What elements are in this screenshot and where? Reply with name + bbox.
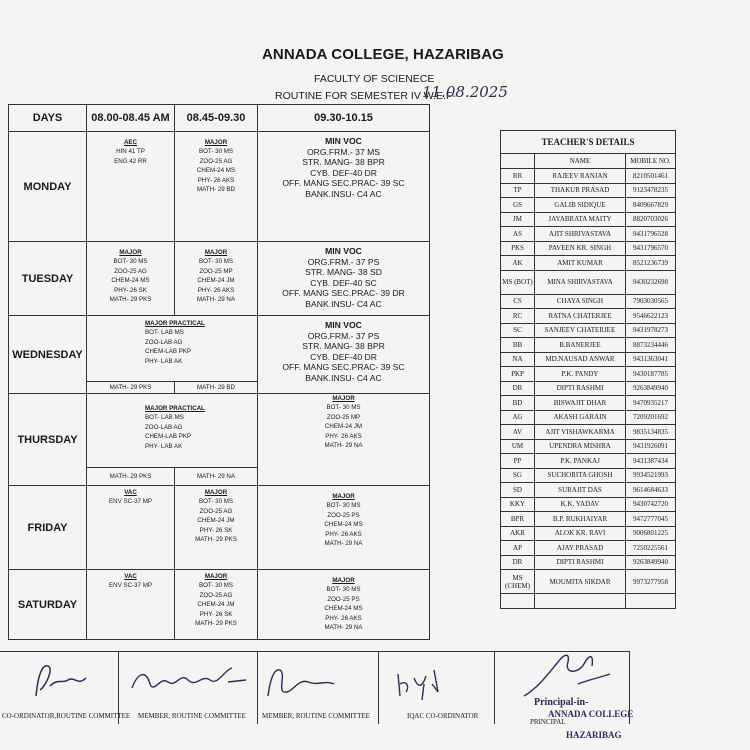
cell-heading: MAJOR: [204, 139, 228, 146]
teacher-row: [501, 512, 676, 527]
cell-heading: MAJOR: [204, 573, 228, 580]
cell-wed-3: [258, 316, 430, 394]
row-thursday: [9, 394, 430, 468]
teacher-mobile: 9263849940: [626, 555, 676, 570]
teacher-mobile: 9472777045: [626, 512, 676, 527]
teacher-code: RR: [501, 169, 535, 184]
teacher-name: UPENDRA MISHRA: [535, 439, 626, 454]
cell-thu-practical: [87, 394, 258, 468]
teacher-code: AG: [501, 410, 535, 425]
teacher-name: MD.NAUSAD ANWAR: [535, 352, 626, 367]
signature-iqac: [392, 664, 452, 704]
teacher-mobile: 9431796570: [626, 241, 676, 256]
cell-line: BANK.INSU- C4 AC: [305, 298, 382, 309]
teacher-name: AMIT KUMAR: [535, 256, 626, 271]
teacher-name: AJAY PRASAD: [535, 541, 626, 556]
teacher-details-table: [500, 130, 676, 609]
cell-mon-2: [175, 132, 258, 242]
cell-line: ORG.FRM.- 37 PS: [307, 330, 380, 341]
cell-line: BOT- LAB MS: [145, 329, 184, 337]
signature-label-iqac: IQAC CO-ORDINATOR: [407, 712, 479, 720]
teacher-name: SURAJIT DAS: [535, 483, 626, 498]
teacher-row: [501, 294, 676, 309]
cell-tue-1: [87, 242, 175, 316]
cell-line: ZOO-25 MP: [326, 413, 361, 421]
cell-heading: MAJOR: [332, 395, 355, 402]
cell-line: CHEM-24 MS: [111, 277, 150, 285]
teacher-name: RAJEEV RANJAN: [535, 169, 626, 184]
teacher-code: AV: [501, 425, 535, 440]
teacher-code: AKR: [501, 526, 535, 541]
teacher-name: JAYABRATA MAITY: [535, 212, 626, 227]
teacher-name: B.P. RUKHAIYAR: [535, 512, 626, 527]
cell-line: ZOO-25 AG: [199, 507, 233, 515]
cell-heading: AEC: [123, 139, 138, 146]
cell-line: CHEM-24 MS: [324, 605, 363, 613]
teacher-code: JM: [501, 212, 535, 227]
teacher-row: [501, 270, 676, 294]
teacher-code: BB: [501, 338, 535, 353]
teacher-name: RATNA CHATERJEE: [535, 309, 626, 324]
teacher-name: ALOK KR. RAVI: [535, 526, 626, 541]
teacher-row: [501, 169, 676, 184]
cell-line: STR. MANG- 38 SD: [305, 267, 382, 278]
signature-label-principal: PRINCIPAL: [530, 718, 566, 726]
teacher-code: KKY: [501, 497, 535, 512]
cell-line: BANK.INSU- C4 AC: [305, 188, 382, 199]
cell-heading: MAJOR: [204, 249, 228, 256]
teacher-row: [501, 212, 676, 227]
cell-line: ZOO-25 AG: [114, 267, 147, 275]
teacher-code: AK: [501, 256, 535, 271]
empty-cell: [501, 594, 535, 609]
cell-line: CHEM-24 JM: [197, 517, 235, 525]
cell-thu-3: [258, 394, 430, 486]
cell-heading: MIN VOC: [325, 246, 362, 256]
day-wednesday: WEDNESDAY: [9, 316, 87, 394]
cell-line: PHY- LAB AK: [145, 357, 183, 365]
cell-line: CHEM-24 JM: [197, 601, 235, 609]
row-saturday: [9, 570, 430, 640]
teacher-name: CHAYA SINGH: [535, 294, 626, 309]
cell-line: BOT- LAB MS: [145, 414, 184, 422]
teacher-mobile: 9431926091: [626, 439, 676, 454]
teacher-mobile: 8820703026: [626, 212, 676, 227]
row-wednesday: [9, 316, 430, 382]
cell-thu-math-1: MATH- 29 PKS: [87, 468, 175, 486]
cell-line: BOT- 30 MS: [198, 582, 234, 590]
teacher-mobile: 9123478235: [626, 183, 676, 198]
day-friday: FRIDAY: [9, 486, 87, 570]
cell-line: BOT- 30 MS: [326, 586, 361, 594]
teacher-code: GS: [501, 198, 535, 213]
teacher-name: MINA SHIRVASTAVA: [535, 270, 626, 294]
cell-line: OFF. MANG SEC.PRAC- 39 DR: [282, 288, 405, 299]
teacher-code: CS: [501, 294, 535, 309]
cell-line: CHEM-24 MS: [324, 521, 363, 529]
cell-line: BOT- 30 MS: [113, 258, 148, 266]
cell-line: PHY- 26 AKS: [197, 286, 235, 294]
cell-line: CYB. DEF-40 SC: [310, 277, 377, 288]
teacher-mobile: 9431978273: [626, 323, 676, 338]
name-header: NAME: [535, 154, 626, 169]
teacher-mobile: 9006801225: [626, 526, 676, 541]
cell-line: BANK.INSU- C4 AC: [305, 372, 382, 383]
cell-wed-practical: [87, 316, 258, 382]
teacher-mobile: 9431363041: [626, 352, 676, 367]
mobile-header: MOBILE NO.: [626, 154, 676, 169]
signature-label-coordinator: CO-ORDINATOR,ROUTINE COMMITTEE: [2, 712, 131, 720]
cell-heading: MAJOR: [332, 577, 355, 584]
signature-divider: [494, 651, 495, 724]
cell-line: MATH- 29 PKS: [109, 296, 152, 304]
effective-date: 11.08.2025: [422, 83, 508, 101]
cell-line: ZOO-25 MP: [199, 267, 233, 275]
cell-line: CYB. DEF-40 DR: [310, 167, 377, 178]
cell-tue-3: [258, 242, 430, 316]
teacher-row: [501, 526, 676, 541]
teacher-mobile: 8521236739: [626, 256, 676, 271]
cell-line: ZOO-25 PS: [327, 511, 360, 519]
teacher-row: [501, 410, 676, 425]
teacher-row: [501, 227, 676, 242]
teacher-mobile: 9430232698: [626, 270, 676, 294]
cell-line: PHY- 26 SK: [199, 610, 233, 618]
teacher-row: [501, 241, 676, 256]
teacher-code: UM: [501, 439, 535, 454]
cell-line: PHY- 26 AKS: [325, 530, 362, 538]
cell-heading: MAJOR: [119, 249, 142, 256]
teacher-row: [501, 256, 676, 271]
teacher-mobile: 7250225561: [626, 541, 676, 556]
teacher-code: DR: [501, 555, 535, 570]
cell-line: BOT- 30 MS: [198, 258, 234, 266]
faculty-label: FACULTY OF SCIENECE: [314, 73, 435, 85]
teacher-mobile: 8873234446: [626, 338, 676, 353]
teacher-name: B.BANERJEE: [535, 338, 626, 353]
col-slot-1: 08.00-08.45 AM: [87, 105, 175, 132]
cell-line: CHEM-24 JM: [324, 423, 363, 431]
teacher-row: [501, 483, 676, 498]
cell-line: BOT- 30 MS: [198, 498, 234, 506]
cell-heading: MAJOR: [332, 493, 355, 500]
routine-header-row: [9, 105, 430, 132]
teacher-mobile: 9835134835: [626, 425, 676, 440]
teacher-mobile: 9431796528: [626, 227, 676, 242]
teacher-row: [501, 352, 676, 367]
teacher-code: RC: [501, 309, 535, 324]
teacher-code: BD: [501, 396, 535, 411]
teacher-row: [501, 497, 676, 512]
teacher-code: AS: [501, 227, 535, 242]
teacher-row: [501, 570, 676, 594]
cell-line: OFF. MANG SEC.PRAC- 39 SC: [282, 178, 405, 189]
cell-wed-math-2: MATH- 29 BD: [175, 382, 258, 394]
cell-line: ENV SC-37 MP: [109, 498, 152, 506]
cell-line: BOT- 30 MS: [198, 148, 234, 156]
row-tuesday: [9, 242, 430, 316]
cell-line: ZOO-25 AG: [199, 157, 233, 165]
teacher-code: MS (BOT): [501, 270, 535, 294]
teacher-row: [501, 381, 676, 396]
teacher-mobile: 9973277958: [626, 570, 676, 594]
cell-fri-1: [87, 486, 175, 570]
teacher-row-empty: [501, 594, 676, 609]
teacher-row: [501, 555, 676, 570]
teacher-code: SD: [501, 483, 535, 498]
teacher-name: SANJEEV CHATERJEE: [535, 323, 626, 338]
teacher-mobile: 8210501461: [626, 169, 676, 184]
cell-line: HIN 41 TP: [116, 148, 145, 156]
teacher-mobile: 9263849940: [626, 381, 676, 396]
teacher-row: [501, 338, 676, 353]
signature-member-1: [128, 658, 248, 704]
day-tuesday: TUESDAY: [9, 242, 87, 316]
cell-heading: MAJOR: [204, 489, 228, 496]
teacher-row: [501, 323, 676, 338]
cell-sat-3: [258, 570, 430, 640]
teacher-row: [501, 198, 676, 213]
teacher-mobile: 9546622123: [626, 309, 676, 324]
cell-heading: MAJOR PRACTICAL: [145, 320, 205, 327]
teacher-mobile: 7209201692: [626, 410, 676, 425]
teacher-row: [501, 396, 676, 411]
teacher-name: BISWAJIT DHAR: [535, 396, 626, 411]
cell-line: STR. MANG- 38 BPR: [302, 157, 385, 168]
teacher-code: MS (CHEM): [501, 570, 535, 594]
cell-line: MATH- 29 BD: [196, 186, 236, 194]
teacher-name: THAKUR PRASAD: [535, 183, 626, 198]
cell-line: STR. MANG- 38 BPR: [302, 341, 385, 352]
cell-line: CYB. DEF-40 DR: [310, 351, 377, 362]
teacher-name: P.K. PANDY: [535, 367, 626, 382]
cell-wed-math-1: MATH- 29 PKS: [87, 382, 175, 394]
routine-label: ROUTINE FOR SEMESTER IV W.E.F-: [275, 90, 456, 102]
cell-thu-math-2: MATH- 29 NA: [175, 468, 258, 486]
cell-line: PHY- 26 AKS: [197, 176, 235, 184]
day-thursday: THURSDAY: [9, 394, 87, 486]
col-slot-3: 09.30-10.15: [258, 105, 430, 132]
cell-tue-2: [175, 242, 258, 316]
cell-line: CHEM-LAB PKP: [145, 433, 192, 441]
teacher-name: P.K. PANKAJ: [535, 454, 626, 469]
signature-coordinator: [28, 656, 98, 706]
row-monday: [9, 132, 430, 242]
signature-label-member-1: MEMBER, ROUTINE COMMITTEE: [138, 712, 246, 720]
teacher-row: [501, 454, 676, 469]
teacher-mobile: 8409667829: [626, 198, 676, 213]
cell-line: MATH- 29 NA: [324, 442, 363, 450]
teacher-row: [501, 468, 676, 483]
cell-sat-1: [87, 570, 175, 640]
cell-sat-2: [175, 570, 258, 640]
teacher-name: AJIT SHRIVASTAVA: [535, 227, 626, 242]
cell-line: ZOO-LAB AG: [145, 338, 183, 346]
day-monday: MONDAY: [9, 132, 87, 242]
cell-line: MATH- 29 PKS: [195, 536, 237, 544]
teacher-row: [501, 183, 676, 198]
teacher-mobile: 9430187785: [626, 367, 676, 382]
teacher-code: PP: [501, 454, 535, 469]
cell-line: ORG.FRM.- 37 PS: [307, 256, 380, 267]
empty-cell: [626, 594, 676, 609]
routine-table: [8, 104, 430, 640]
cell-line: ENG 42 RR: [114, 157, 147, 165]
college-title: ANNADA COLLEGE, HAZARIBAG: [262, 46, 504, 63]
teacher-code: TP: [501, 183, 535, 198]
cell-line: ORG.FRM.- 37 MS: [306, 146, 381, 157]
cell-line: PHY- 26 SK: [199, 526, 233, 534]
teacher-code: SC: [501, 323, 535, 338]
cell-line: MATH- 29 NA: [324, 540, 363, 548]
teacher-name: K.K. YADAV: [535, 497, 626, 512]
teacher-row: [501, 367, 676, 382]
cell-fri-2: [175, 486, 258, 570]
teacher-code: SG: [501, 468, 535, 483]
cell-line: OFF. MANG SEC.PRAC- 39 SC: [282, 362, 405, 373]
teacher-name: MOUMITA SIKDAR: [535, 570, 626, 594]
cell-fri-3: [258, 486, 430, 570]
cell-heading: MAJOR PRACTICAL: [145, 405, 205, 412]
teacher-mobile: 7903030565: [626, 294, 676, 309]
day-saturday: SATURDAY: [9, 570, 87, 640]
teacher-name: AJIT VISHAWKARMA: [535, 425, 626, 440]
cell-line: ENV SC-37 MP: [109, 582, 152, 590]
teacher-code: AP: [501, 541, 535, 556]
signature-divider: [378, 651, 379, 724]
cell-line: PHY- 26 SK: [114, 286, 147, 294]
signature-label-member-2: MEMBER, ROUTINE COMMITTEE: [262, 712, 370, 720]
teacher-name: DIPTI RASHMI: [535, 555, 626, 570]
teacher-code: DR: [501, 381, 535, 396]
cell-line: BOT- 30 MS: [326, 404, 361, 412]
code-header: [501, 154, 535, 169]
cell-line: CHEM-24 MS: [196, 167, 236, 175]
cell-line: CHEM-LAB PKP: [145, 348, 192, 356]
teacher-name: SUCHORITA GHOSH: [535, 468, 626, 483]
teacher-row: [501, 541, 676, 556]
teacher-name: AKASH GARAIN: [535, 410, 626, 425]
teacher-mobile: 9934521993: [626, 468, 676, 483]
cell-heading: VAC: [124, 573, 137, 580]
teacher-mobile: 9614684633: [626, 483, 676, 498]
teacher-name: PAVEEN KR. SINGH: [535, 241, 626, 256]
stamp-line-2: ANNADA COLLEGE: [548, 709, 634, 719]
col-days: DAYS: [9, 105, 87, 132]
cell-heading: MIN VOC: [325, 136, 362, 146]
cell-mon-3: [258, 132, 430, 242]
teacher-row: [501, 439, 676, 454]
signature-member-2: [262, 660, 352, 704]
cell-line: PHY- 26 AKS: [325, 432, 362, 440]
cell-line: ZOO-25 AG: [199, 591, 233, 599]
cell-line: MATH- 29 NA: [324, 624, 363, 632]
teacher-code: PKP: [501, 367, 535, 382]
cell-line: PHY- LAB AK: [145, 442, 183, 450]
cell-line: ZOO-25 PS: [327, 595, 360, 603]
cell-line: PHY- 26 AKS: [325, 614, 362, 622]
teacher-mobile: 9470935217: [626, 396, 676, 411]
cell-mon-1: [87, 132, 175, 242]
stamp-line-3: HAZARIBAG: [566, 730, 622, 740]
teacher-name: GALIB SIDIQUE: [535, 198, 626, 213]
cell-line: CHEM-24 JM: [197, 277, 235, 285]
teacher-code: PKS: [501, 241, 535, 256]
signature-divider: [257, 651, 258, 724]
stamp-line-1: Principal-in-: [534, 697, 589, 708]
col-slot-2: 08.45-09.30: [175, 105, 258, 132]
cell-line: MATH- 29 NA: [196, 296, 236, 304]
cell-line: MATH- 29 PKS: [195, 620, 237, 628]
cell-heading: MIN VOC: [325, 320, 362, 330]
teacher-name: DIPTI RASHMI: [535, 381, 626, 396]
teacher-row: [501, 309, 676, 324]
cell-line: ZOO-LAB AG: [145, 423, 183, 431]
row-friday: [9, 486, 430, 570]
teacher-row: [501, 425, 676, 440]
teacher-mobile: 9431387434: [626, 454, 676, 469]
empty-cell: [535, 594, 626, 609]
cell-line: BOT- 30 MS: [326, 502, 361, 510]
teacher-code: NA: [501, 352, 535, 367]
cell-heading: VAC: [124, 489, 137, 496]
teacher-mobile: 9430742720: [626, 497, 676, 512]
teacher-details-title: TEACHER'S DETAILS: [501, 131, 676, 154]
teacher-code: BPR: [501, 512, 535, 527]
